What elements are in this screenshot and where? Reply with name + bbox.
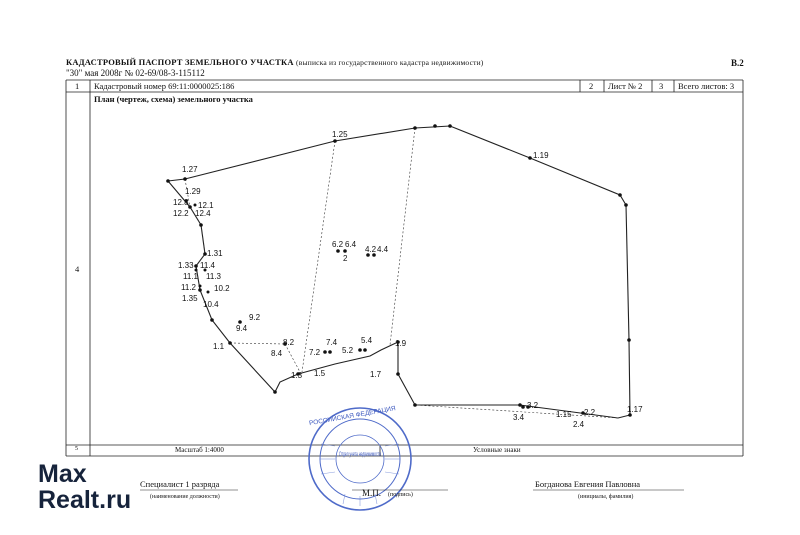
label-5-2: 5.2: [342, 346, 354, 355]
label-12-2: 12.2: [173, 209, 189, 218]
label-8-4: 8.4: [271, 349, 283, 358]
label-1-1: 1.1: [213, 342, 225, 351]
label-1-7: 1.7: [370, 370, 382, 379]
position-caption: (наименование должности): [150, 494, 220, 500]
total-sheets-number: 3: [659, 81, 664, 91]
label-10-2: 10.2: [214, 284, 230, 293]
signer-name: Богданова Евгения Павловна: [535, 479, 641, 489]
label-1-33: 1.33: [178, 261, 194, 270]
label-12-4: 12.4: [195, 209, 211, 218]
label-3-4: 3.4: [513, 413, 525, 422]
label-10-4: 10.4: [203, 300, 219, 309]
label-9-4: 9.4: [236, 324, 248, 333]
sheet-label: Лист № 2: [608, 81, 643, 91]
scale-label: Масштаб 1:4000: [175, 446, 224, 454]
label-4-2: 4.2: [365, 245, 377, 254]
label-1-3: 1.3: [291, 371, 303, 380]
label-7-2: 7.2: [309, 348, 321, 357]
row-number-1: 1: [75, 81, 80, 91]
form-code: В.2: [731, 58, 744, 68]
label-4-4: 4.4: [377, 245, 389, 254]
label-2-4: 2.4: [573, 420, 585, 429]
date-line: "30" мая 2008г № 02-69/08-3-115112: [66, 68, 205, 78]
seal-place-mark: М.П.: [362, 488, 382, 498]
label-9-2: 9.2: [249, 313, 261, 322]
label-2: 2: [343, 254, 348, 263]
seal-center-text: Отдел учета недвижимости: [339, 451, 382, 458]
label-11-3: 11.3: [206, 272, 221, 281]
row-number-4: 4: [75, 264, 80, 274]
label-2-2: 2.2: [584, 408, 596, 417]
label-8-2: 8.2: [283, 338, 295, 347]
name-caption: (инициалы, фамилия): [578, 494, 634, 500]
label-1-29: 1.29: [185, 187, 201, 196]
label-11-2: 11.2: [181, 283, 196, 292]
label-7-4: 7.4: [326, 338, 338, 347]
label-5-4: 5.4: [361, 336, 373, 345]
label-1-25: 1.25: [332, 130, 348, 139]
label-1-15: 1.15: [556, 410, 572, 419]
signature-caption: (подпись): [388, 492, 413, 498]
label-1-5: 1.5: [314, 369, 326, 378]
seal-top-text: РОССИЙСКАЯ ФЕДЕРАЦИЯ: [308, 405, 397, 428]
label-1-9: 1.9: [395, 339, 407, 348]
plan-title: План (чертеж, схема) земельного участка: [94, 94, 253, 104]
label-1-17: 1.17: [627, 405, 643, 414]
legend-label: Условные знаки: [473, 446, 521, 454]
total-sheets-label: Всего листов: 3: [678, 81, 735, 91]
title-subtitle: (выписка из государственного кадастра недвижимости): [296, 58, 484, 67]
watermark-line1: Max: [38, 460, 87, 488]
sheet-number-cell: 2: [589, 81, 594, 91]
label-12-8: 12.8: [173, 198, 189, 207]
title-text: КАДАСТРОВЫЙ ПАСПОРТ ЗЕМЕЛЬНОГО УЧАСТКА: [66, 57, 294, 67]
label-1-35: 1.35: [182, 294, 198, 303]
label-3-2: 3.2: [527, 401, 539, 410]
label-1-31: 1.31: [207, 249, 223, 258]
watermark-line2: Realt: [38, 486, 100, 514]
site-watermark: [38, 461, 131, 513]
label-1-19: 1.19: [533, 151, 549, 160]
row-number-5: 5: [75, 446, 78, 452]
signer-position: Специалист 1 разряда: [140, 479, 220, 489]
watermark-suffix: .ru: [99, 486, 132, 514]
label-12-1: 12.1: [198, 201, 214, 210]
cadastral-number: Кадастровый номер 69:11:0000025:186: [94, 81, 235, 91]
label-6-2: 6.2: [332, 240, 344, 249]
label-11-4: 11.4: [200, 261, 215, 270]
label-1-27: 1.27: [182, 165, 198, 174]
label-11-1: 11.1: [183, 272, 198, 281]
label-6-4: 6.4: [345, 240, 357, 249]
